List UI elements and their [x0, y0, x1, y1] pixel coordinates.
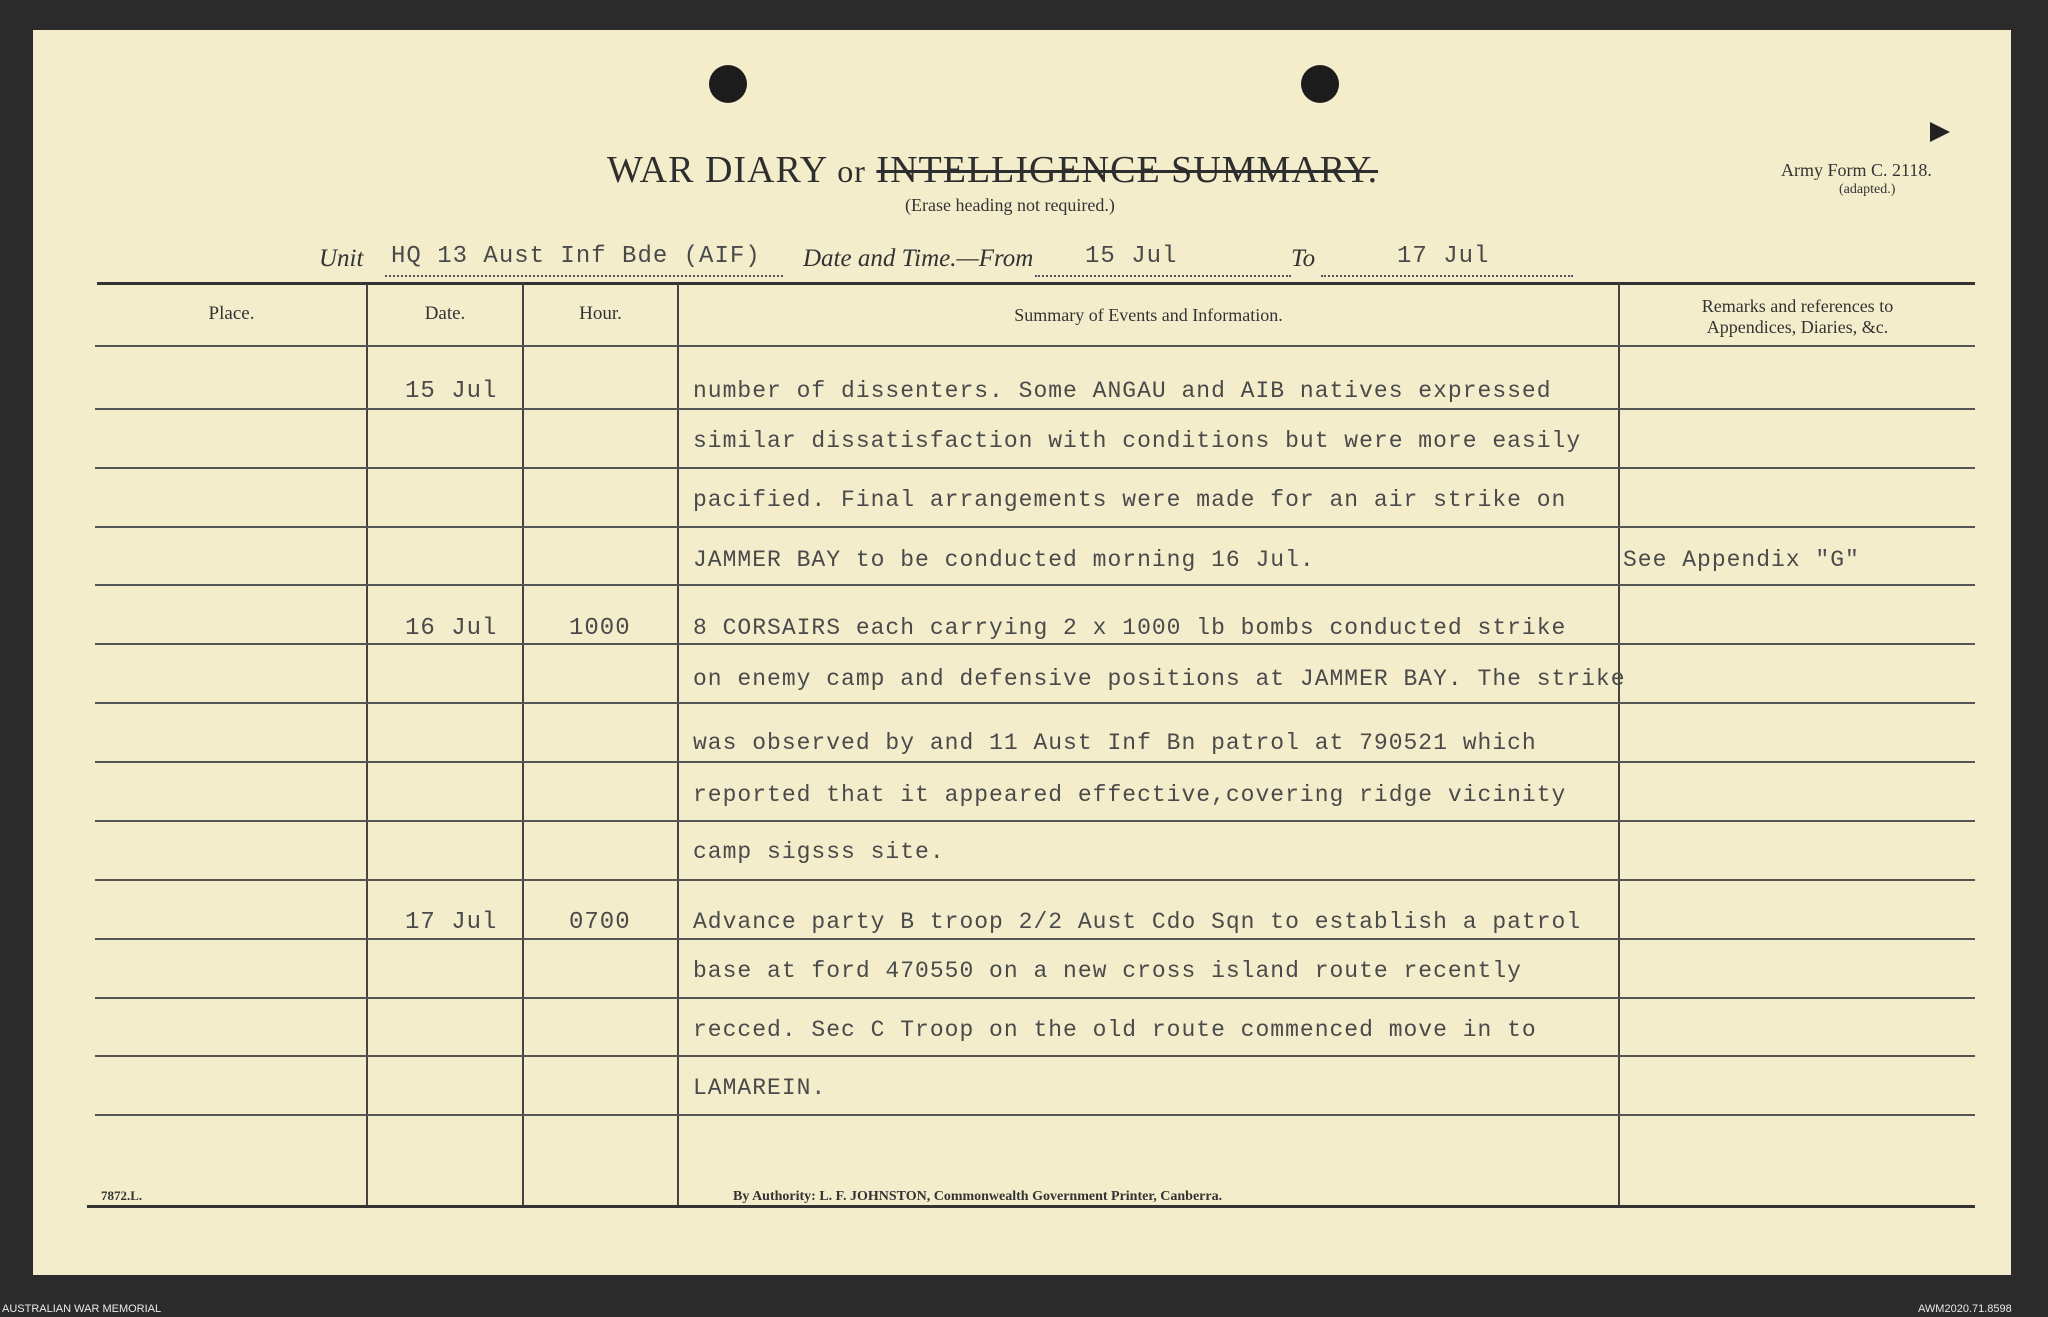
title-struck-intelligence-summary: INTELLIGENCE SUMMARY.: [876, 149, 1379, 191]
unit-value: HQ 13 Aust Inf Bde (AIF): [391, 243, 761, 270]
title-or: or: [837, 153, 866, 189]
column-header-remarks: [1620, 296, 1975, 338]
column-rule-summary: [677, 284, 679, 1206]
diary-sheet: [33, 30, 2011, 1275]
remarks-header-line1: Remarks and references to: [1701, 296, 1894, 316]
row-rule: [95, 584, 1975, 586]
entry-text: reported that it appeared effective,covering ridge vicinity: [693, 782, 1567, 808]
form-number: 7872.L.: [101, 1188, 143, 1203]
caption-right: AWM2020.71.8598: [1918, 1303, 2012, 1315]
flag-mark-icon: [1930, 122, 1950, 142]
row-rule: [95, 643, 1975, 645]
row-rule: [95, 467, 1975, 469]
table-bottom-rule: [87, 1205, 1975, 1208]
remarks-header-line2: Appendices, Diaries, &c.: [1706, 317, 1889, 337]
to-value: 17 Jul: [1397, 243, 1490, 270]
to-label: To: [1291, 245, 1316, 272]
row-rule: [95, 408, 1975, 410]
entry-text: camp sigsss site.: [693, 839, 945, 865]
unit-label: Unit: [319, 245, 364, 272]
row-rule: [95, 526, 1975, 528]
entry-text: 8 CORSAIRS each carrying 2 x 1000 lb bombs conducted strike: [693, 615, 1567, 641]
row-rule: [95, 1114, 1975, 1116]
column-header-hour: Hour.: [579, 303, 622, 324]
army-form-label: Army Form C. 2118.: [1781, 160, 1932, 180]
from-field: [1035, 243, 1291, 277]
entry-remark: See Appendix "G": [1623, 547, 1860, 573]
title-war-diary: WAR DIARY: [607, 149, 827, 191]
entry-text: similar dissatisfaction with conditions but were more easily: [693, 428, 1582, 454]
entry-text: base at ford 470550 on a new cross island route recently: [693, 958, 1522, 984]
column-rule-remarks: [1618, 284, 1620, 1206]
entry-text: Advance party B troop 2/2 Aust Cdo Sqn to establish a patrol: [693, 909, 1582, 935]
row-rule: [95, 879, 1975, 881]
from-value: 15 Jul: [1085, 243, 1178, 270]
to-field: [1321, 243, 1573, 277]
erase-note: (Erase heading not required.): [905, 195, 1115, 215]
table-top-rule: [97, 282, 1975, 285]
entry-date: 15 Jul: [405, 378, 498, 405]
entry-text: number of dissenters. Some ANGAU and AIB natives expressed: [693, 378, 1552, 404]
column-rule-date: [366, 284, 368, 1206]
caption-left: AUSTRALIAN WAR MEMORIAL: [2, 1303, 162, 1315]
entry-text: recced. Sec C Troop on the old route commenced move in to: [693, 1017, 1537, 1043]
date-time-label: Date and Time.—From: [803, 245, 1034, 272]
entry-hour: 0700: [569, 909, 631, 936]
column-header-date: Date.: [424, 303, 466, 324]
row-rule: [95, 702, 1975, 704]
punch-hole-right: [1301, 65, 1339, 103]
adapted-label: (adapted.): [1839, 182, 1896, 197]
row-rule: [95, 761, 1975, 763]
entry-text: was observed by and 11 Aust Inf Bn patrol at 790521 which: [693, 730, 1537, 756]
entry-date: 16 Jul: [405, 615, 498, 642]
row-rule: [95, 820, 1975, 822]
entry-text: JAMMER BAY to be conducted morning 16 Jul.: [693, 547, 1315, 573]
row-rule: [95, 1055, 1975, 1057]
entry-hour: 1000: [569, 615, 631, 642]
punch-hole-left: [709, 65, 747, 103]
row-rule: [95, 997, 1975, 999]
column-header-place: Place.: [208, 303, 255, 324]
row-rule: [95, 938, 1975, 940]
page-title: [607, 148, 1378, 192]
row-rule: [95, 345, 1975, 347]
entry-text: pacified. Final arrangements were made for an air strike on: [693, 487, 1567, 513]
entry-date: 17 Jul: [405, 909, 498, 936]
entry-text: LAMAREIN.: [693, 1075, 827, 1101]
entry-text: on enemy camp and defensive positions at JAMMER BAY. The strike: [693, 666, 1626, 692]
printer-authority: By Authority: L. F. JOHNSTON, Commonwealth Government Printer, Canberra.: [733, 1189, 1223, 1204]
unit-field: [385, 243, 783, 277]
column-header-summary: Summary of Events and Information.: [1014, 305, 1283, 325]
column-rule-hour: [522, 284, 524, 1206]
